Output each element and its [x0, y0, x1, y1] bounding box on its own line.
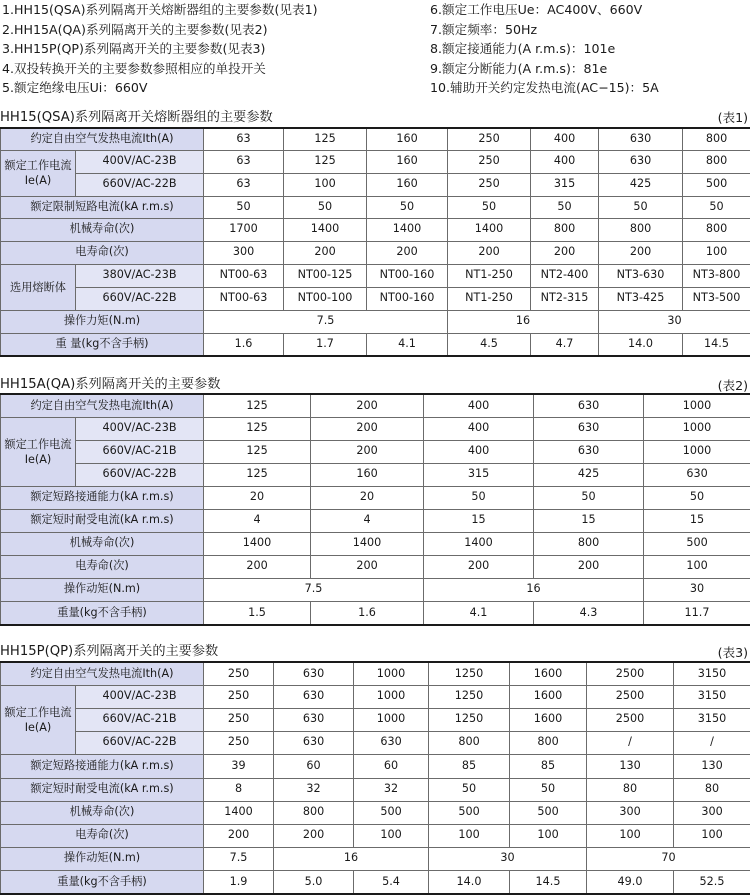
- table-row: [1, 196, 750, 218]
- table-cell: 50: [534, 486, 644, 509]
- table-cell: 500: [429, 801, 510, 824]
- row-label-short-circuit: 额定限制短路电流(kA r.m.s): [1, 196, 204, 218]
- table-cell: 200: [367, 241, 448, 264]
- table-cell: 7.5: [204, 578, 424, 601]
- table-cell: 100: [284, 173, 367, 196]
- table-cell: 30: [599, 310, 750, 333]
- table-cell: 11.7: [644, 601, 750, 625]
- table-cell: 630: [274, 662, 354, 685]
- table-cell: 1000: [354, 685, 429, 708]
- row-label-ie-660-22: 660V/AC-22B: [76, 731, 204, 754]
- row-label-torque: 操作力矩(N.m): [1, 310, 204, 333]
- row-label-weight: 重量(kg不含手柄): [1, 601, 204, 625]
- table-cell: 200: [448, 241, 531, 264]
- table-cell: 60: [274, 754, 354, 778]
- table-cell: 315: [531, 173, 599, 196]
- table-cell: 630: [534, 440, 644, 463]
- table-cell: 1400: [367, 218, 448, 241]
- table-cell: 1400: [424, 532, 534, 555]
- table-cell: NT00-63: [204, 264, 284, 287]
- table-cell: 50: [644, 486, 750, 509]
- table-cell: NT3-630: [599, 264, 683, 287]
- table-row: [1, 333, 750, 356]
- table-cell: 50: [204, 196, 284, 218]
- table-cell: 130: [674, 754, 750, 778]
- table-cell: 50: [683, 196, 750, 218]
- table-cell: 500: [354, 801, 429, 824]
- table-cell: 1250: [429, 708, 510, 731]
- table-cell: 630: [274, 685, 354, 708]
- table-cell: 3150: [674, 708, 750, 731]
- table-cell: 160: [367, 150, 448, 173]
- table-cell: 425: [534, 463, 644, 486]
- row-label-weight: 重 量(kg不含手柄): [1, 333, 204, 356]
- table-cell: 400: [424, 440, 534, 463]
- notes: [0, 0, 750, 100]
- table-cell: 2500: [587, 685, 674, 708]
- table-cell: 800: [683, 128, 750, 150]
- table-cell: 200: [531, 241, 599, 264]
- table-row: [1, 754, 750, 778]
- row-label-weight: 重量(kg不含手柄): [1, 870, 204, 894]
- table-row: [1, 417, 750, 440]
- table-cell: 7.5: [204, 310, 448, 333]
- table-row: [1, 310, 750, 333]
- row-label-ie-660-21: 660V/AC-21B: [76, 440, 204, 463]
- table3-parameters: [0, 661, 750, 895]
- table-row: [1, 440, 750, 463]
- row-label-ie-400: 400V/AC-23B: [76, 685, 204, 708]
- table-cell: NT2-315: [531, 287, 599, 310]
- table-cell: 800: [510, 731, 587, 754]
- table-cell: 200: [204, 824, 274, 847]
- table-row: [1, 264, 750, 287]
- note-item: 2.HH15A(QA)系列隔离开关的主要参数(见表2): [2, 21, 268, 37]
- table-cell: 100: [510, 824, 587, 847]
- note-item: 1.HH15(QSA)系列隔离开关熔断器组的主要参数(见表1): [2, 2, 318, 17]
- table-cell: 14.0: [599, 333, 683, 356]
- table-cell: 300: [587, 801, 674, 824]
- table-cell: 250: [448, 173, 531, 196]
- table-cell: 630: [274, 708, 354, 731]
- table-cell: 1.6: [204, 333, 284, 356]
- row-label-withstand-current: 额定短时耐受电流(kA r.m.s): [1, 509, 204, 532]
- table-cell: 100: [674, 824, 750, 847]
- table1-parameters: [0, 127, 750, 357]
- table-cell: 300: [204, 241, 284, 264]
- table2-title: HH15A(QA)系列隔离开关的主要参数: [0, 377, 221, 392]
- table-cell: 160: [367, 128, 448, 150]
- table1-number: (表1): [717, 110, 748, 125]
- table2-parameters: [0, 393, 750, 626]
- table-cell: 250: [448, 150, 531, 173]
- table-row: [1, 870, 750, 894]
- table-cell: 16: [424, 578, 644, 601]
- row-group-ie: 额定工作电流Ie(A): [1, 417, 76, 486]
- table-cell: 15: [644, 509, 750, 532]
- table-cell: 3150: [674, 685, 750, 708]
- table-cell: 15: [534, 509, 644, 532]
- table-row: [1, 287, 750, 310]
- table-cell: 14.0: [429, 870, 510, 894]
- table-cell: 500: [683, 173, 750, 196]
- table3-number: (表3): [717, 645, 748, 660]
- table-cell: 200: [204, 555, 311, 578]
- table-cell: NT00-160: [367, 264, 448, 287]
- table-cell: 100: [587, 824, 674, 847]
- table-cell: 1700: [204, 218, 284, 241]
- table-cell: 400: [531, 128, 599, 150]
- table-cell: 2500: [587, 708, 674, 731]
- table-cell: NT3-500: [683, 287, 750, 310]
- table1-title: HH15(QSA)系列隔离开关熔断器组的主要参数: [0, 110, 273, 125]
- table-row: [1, 601, 750, 625]
- table-cell: 4: [204, 509, 311, 532]
- row-label-mech-life: 机械寿命(次): [1, 532, 204, 555]
- table-row: [1, 394, 750, 417]
- note-item: 4.双投转换开关的主要参数参照相应的单投开关: [2, 60, 266, 76]
- table-cell: 50: [424, 486, 534, 509]
- table-cell: 800: [274, 801, 354, 824]
- table-cell: 200: [274, 824, 354, 847]
- table-cell: 800: [599, 218, 683, 241]
- table-cell: 800: [683, 218, 750, 241]
- table-cell: 39: [204, 754, 274, 778]
- table-cell: 4.1: [424, 601, 534, 625]
- table-cell: 1000: [354, 662, 429, 685]
- row-label-torque: 操作动矩(N.m): [1, 847, 204, 870]
- table-cell: 315: [424, 463, 534, 486]
- table-cell: 200: [311, 555, 424, 578]
- row-label-mech-life: 机械寿命(次): [1, 801, 204, 824]
- table-cell: 125: [284, 150, 367, 173]
- table-cell: 400: [531, 150, 599, 173]
- table-row: [1, 555, 750, 578]
- table-cell: 1400: [311, 532, 424, 555]
- table-row: [1, 128, 750, 150]
- table-cell: 250: [204, 708, 274, 731]
- table-cell: 50: [531, 196, 599, 218]
- row-label-torque: 操作动矩(N.m): [1, 578, 204, 601]
- table-cell: 50: [599, 196, 683, 218]
- table-cell: 4.5: [448, 333, 531, 356]
- note-item: 3.HH15P(QP)系列隔离开关的主要参数(见表3): [2, 41, 266, 57]
- table-cell: 85: [429, 754, 510, 778]
- table-cell: 5.4: [354, 870, 429, 894]
- table-cell: 80: [674, 778, 750, 801]
- notes-left: [2, 0, 318, 98]
- table-cell: 630: [534, 417, 644, 440]
- row-label-ie-660: 660V/AC-22B: [76, 173, 204, 196]
- table-cell: /: [674, 731, 750, 754]
- table-row: [1, 824, 750, 847]
- row-group-ie: 额定工作电流Ie(A): [1, 685, 76, 754]
- table-cell: 8: [204, 778, 274, 801]
- table-cell: 1600: [510, 708, 587, 731]
- table-cell: 63: [204, 150, 284, 173]
- table-cell: 100: [429, 824, 510, 847]
- table-cell: /: [587, 731, 674, 754]
- table-cell: 50: [510, 778, 587, 801]
- table2-number: (表2): [717, 378, 748, 393]
- row-label-elec-life: 电寿命(次): [1, 824, 204, 847]
- row-group-fuse: 选用熔断体: [1, 264, 76, 310]
- row-group-ie: 额定工作电流Ie(A): [1, 150, 76, 196]
- table-row: [1, 778, 750, 801]
- table-cell: 630: [599, 150, 683, 173]
- table-cell: 1600: [510, 685, 587, 708]
- table-cell: 630: [644, 463, 750, 486]
- table-cell: 80: [587, 778, 674, 801]
- table-cell: 30: [429, 847, 587, 870]
- table-cell: 7.5: [204, 847, 274, 870]
- row-label-ith: 约定自由空气发热电流Ith(A): [1, 662, 204, 685]
- table-row: [1, 847, 750, 870]
- table-cell: 100: [354, 824, 429, 847]
- table-cell: 800: [429, 731, 510, 754]
- table-row: [1, 662, 750, 685]
- table-cell: 1.7: [284, 333, 367, 356]
- table-cell: 200: [311, 394, 424, 417]
- table-cell: 125: [204, 463, 311, 486]
- table-cell: 1000: [644, 440, 750, 463]
- table-cell: 49.0: [587, 870, 674, 894]
- table-row: [1, 578, 750, 601]
- row-label-ith: 约定自由空气发热电流Ith(A): [1, 394, 204, 417]
- table-cell: 50: [448, 196, 531, 218]
- table-row: [1, 486, 750, 509]
- table-cell: 130: [587, 754, 674, 778]
- table-cell: NT00-100: [284, 287, 367, 310]
- table-row: [1, 509, 750, 532]
- table-cell: 125: [204, 394, 311, 417]
- table-cell: 4.1: [367, 333, 448, 356]
- table-cell: NT3-425: [599, 287, 683, 310]
- table-row: [1, 218, 750, 241]
- table-cell: 20: [204, 486, 311, 509]
- table-row: [1, 731, 750, 754]
- table-cell: 630: [354, 731, 429, 754]
- table-cell: 5.0: [274, 870, 354, 894]
- table-cell: 1400: [204, 801, 274, 824]
- table-row: [1, 173, 750, 196]
- table-cell: NT2-400: [531, 264, 599, 287]
- table-cell: 14.5: [510, 870, 587, 894]
- table-cell: 50: [367, 196, 448, 218]
- notes-right: [430, 0, 659, 98]
- table-cell: 425: [599, 173, 683, 196]
- table-row: [1, 532, 750, 555]
- table-row: [1, 685, 750, 708]
- table-cell: 1400: [448, 218, 531, 241]
- table-cell: 63: [204, 128, 284, 150]
- table-cell: 85: [510, 754, 587, 778]
- table-cell: 250: [204, 685, 274, 708]
- table-cell: 63: [204, 173, 284, 196]
- table-cell: 30: [644, 578, 750, 601]
- table-cell: NT1-250: [448, 264, 531, 287]
- table-cell: 100: [644, 555, 750, 578]
- table-cell: 250: [204, 731, 274, 754]
- table-cell: NT1-250: [448, 287, 531, 310]
- note-item: 6.额定工作电压Ue：AC400V、660V: [430, 2, 643, 17]
- table-cell: 200: [599, 241, 683, 264]
- table-cell: 630: [534, 394, 644, 417]
- table-cell: 500: [644, 532, 750, 555]
- table-cell: 60: [354, 754, 429, 778]
- table-cell: NT00-160: [367, 287, 448, 310]
- table-cell: 500: [510, 801, 587, 824]
- table-cell: 4.7: [531, 333, 599, 356]
- table-cell: 2500: [587, 662, 674, 685]
- table-cell: 400: [424, 394, 534, 417]
- table-cell: NT3-800: [683, 264, 750, 287]
- table-cell: 1250: [429, 685, 510, 708]
- row-label-fuse-660: 660V/AC-22B: [76, 287, 204, 310]
- table-cell: 1400: [284, 218, 367, 241]
- table-row: [1, 241, 750, 264]
- table-cell: 20: [311, 486, 424, 509]
- table-cell: 15: [424, 509, 534, 532]
- table-cell: 50: [284, 196, 367, 218]
- table-cell: 160: [311, 463, 424, 486]
- table-cell: 16: [448, 310, 599, 333]
- table-cell: 3150: [674, 662, 750, 685]
- table-cell: 630: [599, 128, 683, 150]
- table-cell: 125: [284, 128, 367, 150]
- note-item: 5.额定绝缘电压Ui：660V: [2, 80, 148, 96]
- table-cell: 1.6: [311, 601, 424, 625]
- row-label-withstand-current: 额定短时耐受电流(kA r.m.s): [1, 778, 204, 801]
- table-cell: 1.5: [204, 601, 311, 625]
- table-row: [1, 801, 750, 824]
- table-cell: 200: [311, 440, 424, 463]
- row-label-ie-660-21: 660V/AC-21B: [76, 708, 204, 731]
- table-cell: 1.9: [204, 870, 274, 894]
- table-cell: NT00-63: [204, 287, 284, 310]
- note-item: 10.辅助开关约定发热电流(AC−15)：5A: [430, 80, 659, 96]
- table-cell: 200: [534, 555, 644, 578]
- table-cell: 1400: [204, 532, 311, 555]
- table-cell: 800: [683, 150, 750, 173]
- row-label-ie-400: 400V/AC-23B: [76, 417, 204, 440]
- table-cell: NT00-125: [284, 264, 367, 287]
- table-cell: 52.5: [674, 870, 750, 894]
- row-label-making-capacity: 额定短路接通能力(kA r.m.s): [1, 486, 204, 509]
- table-cell: 100: [683, 241, 750, 264]
- table-cell: 160: [367, 173, 448, 196]
- row-label-ie-660-22: 660V/AC-22B: [76, 463, 204, 486]
- note-item: 7.额定频率：50Hz: [430, 21, 538, 37]
- table-cell: 630: [274, 731, 354, 754]
- table3-title: HH15P(QP)系列隔离开关的主要参数: [0, 644, 219, 659]
- table-cell: 1600: [510, 662, 587, 685]
- table-cell: 1000: [354, 708, 429, 731]
- table-cell: 400: [424, 417, 534, 440]
- row-label-fuse-380: 380V/AC-23B: [76, 264, 204, 287]
- table-cell: 1250: [429, 662, 510, 685]
- table-cell: 50: [429, 778, 510, 801]
- table-cell: 250: [204, 662, 274, 685]
- row-label-ith: 约定自由空气发热电流Ith(A): [1, 128, 204, 150]
- table-cell: 32: [354, 778, 429, 801]
- table-cell: 800: [531, 218, 599, 241]
- table-cell: 1000: [644, 417, 750, 440]
- row-label-ie-400: 400V/AC-23B: [76, 150, 204, 173]
- table-cell: 300: [674, 801, 750, 824]
- note-item: 9.额定分断能力(A r.m.s)：81e: [430, 60, 608, 76]
- table-cell: 4: [311, 509, 424, 532]
- row-label-making-capacity: 额定短路接通能力(kA r.m.s): [1, 754, 204, 778]
- table-cell: 200: [311, 417, 424, 440]
- note-item: 8.额定接通能力(A r.m.s)：101e: [430, 41, 616, 57]
- row-label-mech-life: 机械寿命(次): [1, 218, 204, 241]
- table-cell: 800: [534, 532, 644, 555]
- table-cell: 125: [204, 440, 311, 463]
- table-cell: 4.3: [534, 601, 644, 625]
- table-cell: 32: [274, 778, 354, 801]
- table-cell: 70: [587, 847, 750, 870]
- table-cell: 200: [284, 241, 367, 264]
- row-label-elec-life: 电寿命(次): [1, 555, 204, 578]
- table-cell: 250: [448, 128, 531, 150]
- table-cell: 1000: [644, 394, 750, 417]
- table-cell: 200: [424, 555, 534, 578]
- table-row: [1, 463, 750, 486]
- table-row: [1, 708, 750, 731]
- table-cell: 125: [204, 417, 311, 440]
- table-cell: 14.5: [683, 333, 750, 356]
- row-label-elec-life: 电寿命(次): [1, 241, 204, 264]
- table-row: [1, 150, 750, 173]
- table-cell: 16: [274, 847, 429, 870]
